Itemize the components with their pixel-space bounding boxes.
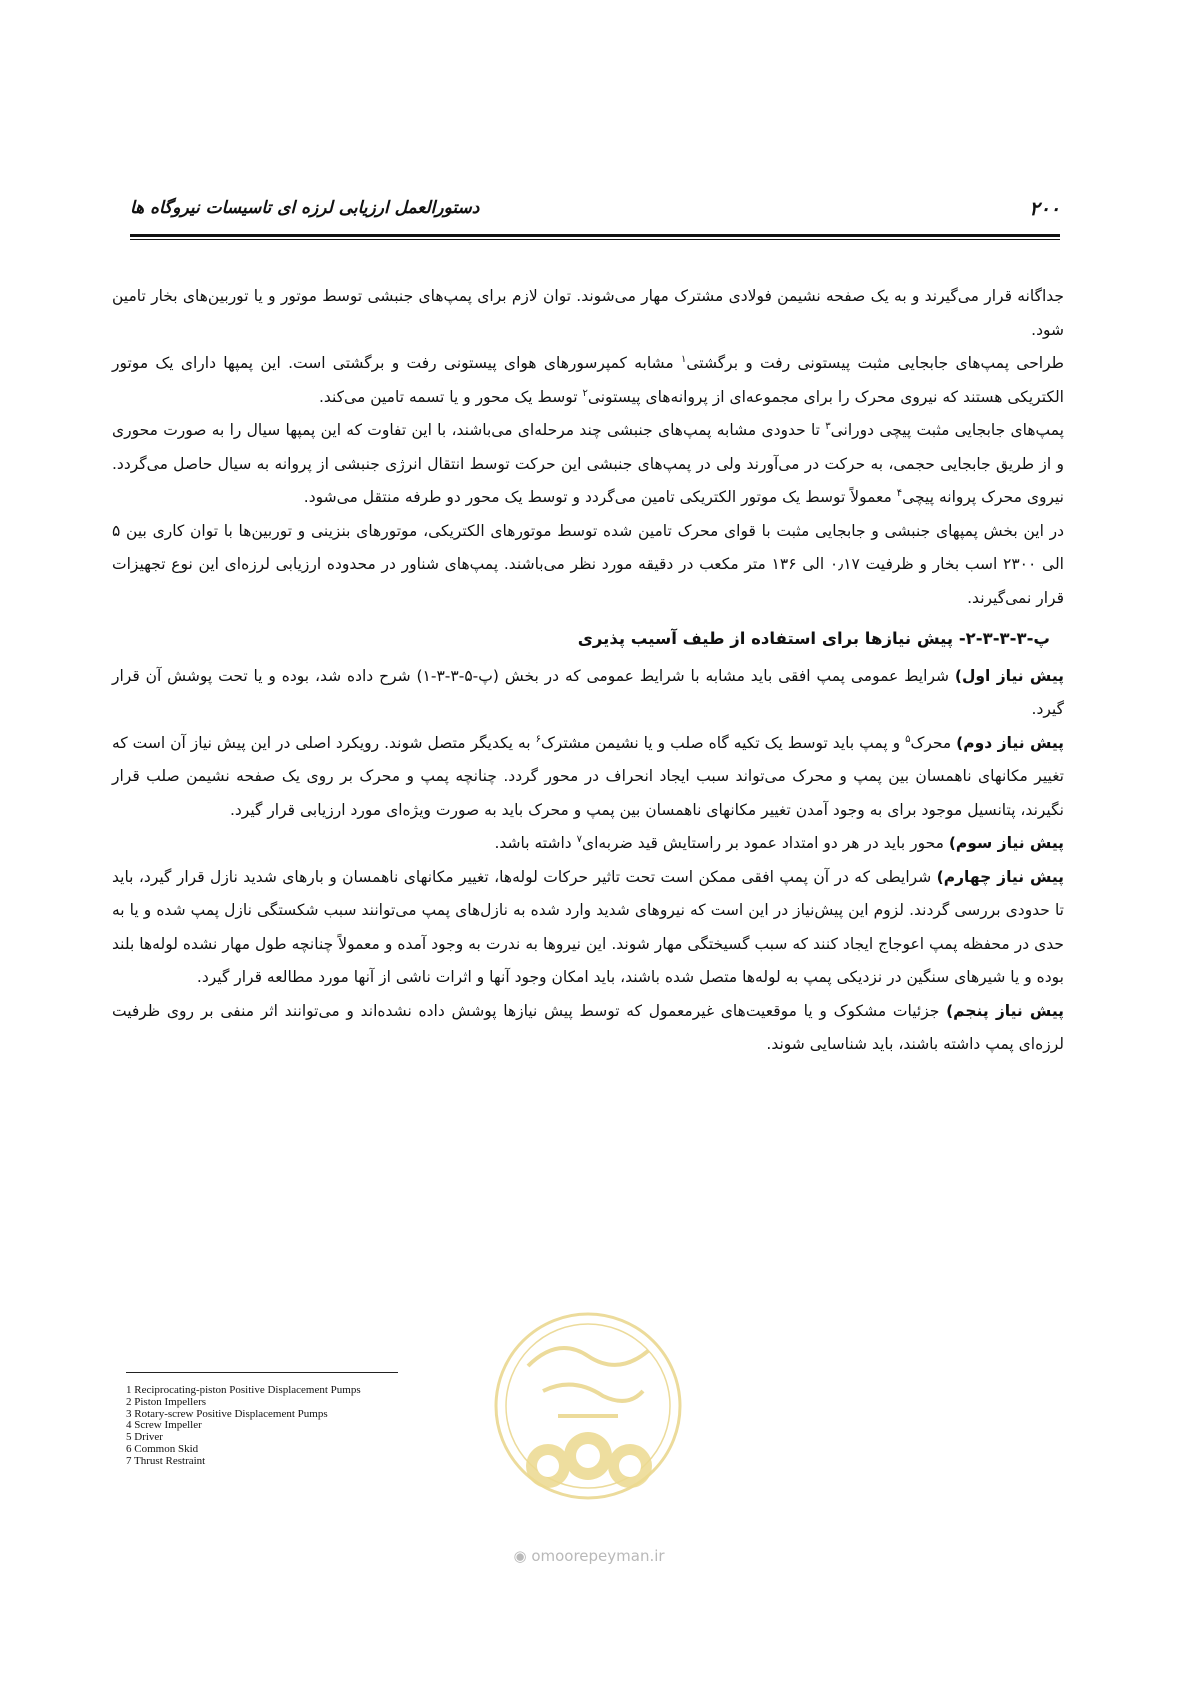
footnote-ref-2: ۲ (582, 387, 588, 399)
paragraph-2: طراحی پمپ‌های جابجایی مثبت پیستونی رفت و برگشتی$^۱$ مشابه کمپرسورهای هوای پیستونی رفت و برگشتی است. این پمپها دارای یک موتور الکتریکی هستند که نیروی محرک را برای مجموعه‌ای از پروانه‌های پیستونی$^۲$ توسط یک محور و یا تسمه تامین می‌کند. (112, 353, 1064, 406)
footnote-rule (126, 1372, 398, 1373)
watermark-site: ◉ omoorepeyman.ir (513, 1547, 665, 1565)
footnote-2: 2 Piston Impellers (126, 1395, 207, 1408)
prerequisite-4-label: پیش نیاز چهارم) (936, 867, 1064, 886)
prerequisite-2-label: پیش نیاز دوم) (956, 733, 1064, 752)
footnotes (126, 1385, 446, 1468)
header-rule (130, 234, 1060, 240)
watermark-globe-icon: ◉ (513, 1547, 527, 1565)
footnote-4: 4 Screw Impeller (126, 1419, 202, 1432)
paragraph-4: در این بخش پمپهای جنبشی و جابجایی مثبت با قوای محرک تامین شده توسط موتورهای الکتریکی، موتورهای بنزینی و توربین‌ها با توان کاری بین ۵ الی ۲۳۰۰ اسب بخار و ظرفیت ۰٫۱۷ الی ۱۳۶ متر مکعب در دقیقه مورد نظر می‌باشند. پمپ‌های شناور در محدوده ارزیابی لرزه‌ای این نوع تجهیزات قرار نمی‌گیرند. (112, 521, 1064, 607)
footnote-ref-7: ۷ (576, 833, 582, 845)
paragraph-3: پمپ‌های جابجایی مثبت پیچی دورانی$^۳$ تا حدودی مشابه پمپ‌های جنبشی چند مرحله‌ای می‌باشند، با این تفاوت که این پمپها سیال را به صورت محوری و از طریق جابجایی حجمی، به حرکت در می‌آورند ولی در پمپ‌های جنبشی این حرکت توسط انتقال انرژی جنبشی از پروانه به سیال حاصل می‌گردد. نیروی محرک پروانه پیچی$^۴$ معمولاً توسط یک موتور الکتریکی تامین می‌گردد و توسط یک محور دو طرفه منتقل می‌شود. (112, 420, 1064, 506)
footnote-6: 6 Common Skid (126, 1442, 199, 1455)
prerequisite-2: پیش نیاز دوم) محرک$^۵$ و پمپ باید توسط یک تکیه گاه صلب و یا نشیمن مشترک$^۶$ به یکدیگر متصل شوند. رویکرد اصلی در این پیش نیاز آن است که تغییر مکانهای ناهمسان بین پمپ و محرک می‌تواند سبب ایجاد انحراف در محور گردد. چنانچه پمپ و محرک بر روی یک صفحه نشیمن صلب قرار نگیرند، پتانسیل موجود برای به وجود آمدن تغییر مکانهای ناهمسان بین پمپ و محرک باید به صورت ویژه‌ای مورد ارزیابی قرار گیرد. (112, 733, 1064, 819)
page-number: ۲۰۰ (1029, 198, 1060, 220)
footnote-5: 5 Driver (126, 1431, 163, 1444)
footnote-ref-3: ۳ (825, 420, 831, 432)
prerequisite-3: پیش نیاز سوم) محور باید در هر دو امتداد عمود بر راستایش قید ضربه‌ای$^۷$ داشته باشد. (494, 833, 1064, 852)
section-heading: پ-۳-۳-۳-۲- پیش نیازها برای استفاده از طیف آسیب پذیری (577, 629, 1050, 648)
body-text (112, 280, 1064, 1062)
prerequisite-1: پیش نیاز اول) شرایط عمومی پمپ افقی باید مشابه با شرایط عمومی که در بخش (پ-۵-۳-۳-۱) شرح داده شد، بوده و یا تحت پوشش آن قرار گیرد. (112, 666, 1064, 718)
footnote-1: 1 Reciprocating-piston Positive Displacement Pumps (126, 1384, 361, 1396)
footnote-7: 7 Thrust Restraint (126, 1454, 206, 1467)
footnote-ref-5: ۵ (905, 733, 911, 745)
prerequisite-5: پیش نیاز پنجم) جزئیات مشکوک و یا موقعیت‌های غیرمعمول که توسط پیش نیازها پوشش داده نشده‌اند و می‌توانند اثر منفی بر روی ظرفیت لرزه‌ای پمپ داشته باشند، باید شناسایی شوند. (112, 1001, 1064, 1053)
footnote-ref-4: ۴ (896, 487, 903, 499)
footnote-ref-1: ۱ (680, 353, 687, 365)
prerequisite-1-label: پیش نیاز اول) (954, 666, 1064, 685)
page-header (130, 198, 1060, 224)
prerequisite-5-label: پیش نیاز پنجم) (946, 1001, 1064, 1020)
footnote-3: 3 Rotary-screw Positive Displacement Pumps (126, 1407, 328, 1420)
footnote-ref-6: ۶ (535, 733, 541, 745)
watermark-logo-icon (488, 1296, 688, 1526)
prerequisite-3-label: پیش نیاز سوم) (948, 834, 1064, 852)
paragraph-1: جداگانه قرار می‌گیرند و به یک صفحه نشیمن فولادی مشترک مهار می‌شوند. توان لازم برای پمپ‌های جنبشی توسط موتور و یا توربین‌های بخار تامین شود. (112, 287, 1064, 339)
prerequisite-4: پیش نیاز چهارم) شرایطی که در آن پمپ افقی ممکن است تحت تاثیر حرکات لوله‌ها، تغییر مکانهای ناهمسان و بارهای شدید نازل قرار گیرد، باید تا حدودی بررسی گردند. لزوم این پیش‌نیاز در این است که نیروهای شدید وارد شده به نازل‌های پمپ می‌توانند سبب شکستگی نازل پمپ شده و یا به حدی در محفظه پمپ اعوجاج ایجاد کنند که سبب گسیختگی مهار شوند. این نیروها به ندرت به وجود آمده و معمولاً چنانچه طول مهار نشده لوله‌ها بلند بوده و یا شیرهای سنگین در نزدیکی پمپ به لوله‌ها متصل شده باشند، باید امکان وجود آنها و اثرات ناشی از آنها مورد مطالعه قرار گیرد. (112, 867, 1064, 986)
running-title: دستورالعمل ارزیابی لرزه ای تاسیسات نیروگاه ها (130, 198, 480, 218)
